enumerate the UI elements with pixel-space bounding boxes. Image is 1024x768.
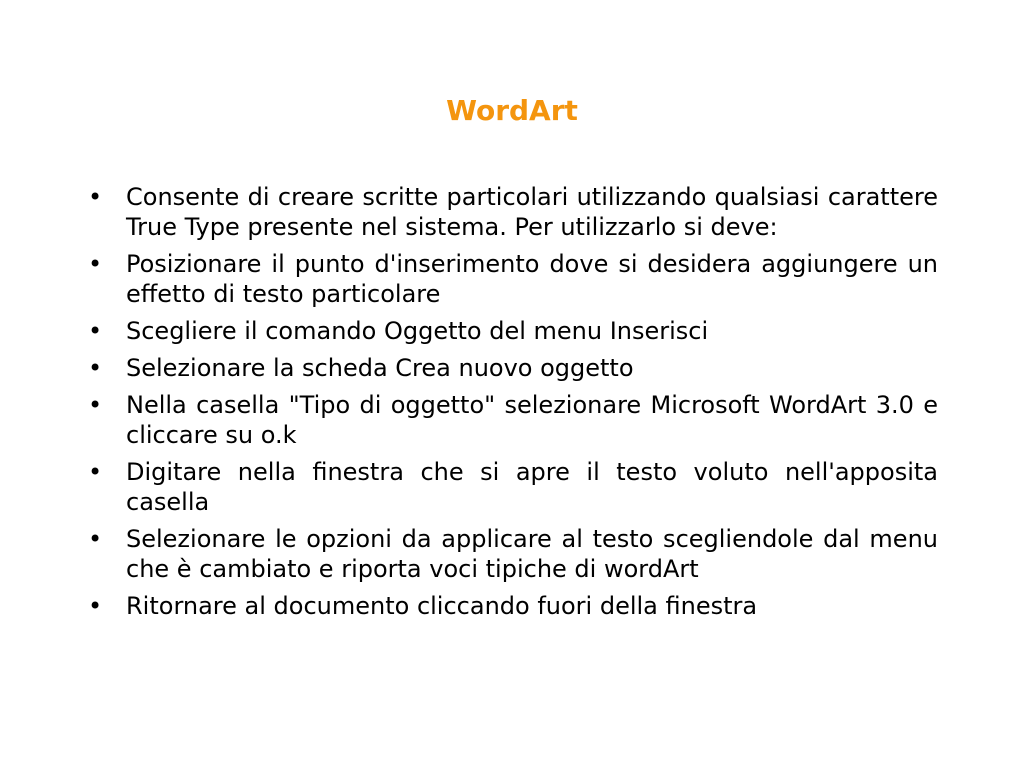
bullet-dot: • xyxy=(88,592,103,620)
bullet-item xyxy=(88,249,938,309)
bullet-item xyxy=(88,390,938,450)
bullet-text: Consente di creare scritte particolari utilizzando qualsiasi carattere True Type presente nel sistema. Per utilizzarlo si deve: xyxy=(126,183,938,241)
bullet-text: Nella casella "Tipo di oggetto" selezionare Microsoft WordArt 3.0 e cliccare su o.k xyxy=(126,391,938,449)
bullet-item xyxy=(88,316,938,346)
bullet-text: Selezionare le opzioni da applicare al testo scegliendole dal menu che è cambiato e riporta voci tipiche di wordArt xyxy=(126,525,938,583)
bullet-dot: • xyxy=(88,354,103,382)
bullet-item xyxy=(88,182,938,242)
slide-title: WordArt xyxy=(446,94,578,127)
bullet-dot: • xyxy=(88,525,103,553)
bullet-dot: • xyxy=(88,317,103,345)
bullet-dot: • xyxy=(88,250,103,278)
bullet-text: Selezionare la scheda Crea nuovo oggetto xyxy=(126,354,634,382)
bullet-text: Digitare nella finestra che si apre il testo voluto nell'apposita casella xyxy=(126,458,938,516)
bullet-item xyxy=(88,353,938,383)
bullet-text: Ritornare al documento cliccando fuori della finestra xyxy=(126,592,758,620)
bullet-dot: • xyxy=(88,391,103,419)
bullet-item xyxy=(88,591,938,621)
bullet-list xyxy=(88,182,938,628)
bullet-text: Posizionare il punto d'inserimento dove si desidera aggiungere un effetto di testo particolare xyxy=(126,250,938,308)
bullet-item xyxy=(88,524,938,584)
bullet-dot: • xyxy=(88,183,103,211)
bullet-dot: • xyxy=(88,458,103,486)
bullet-text: Scegliere il comando Oggetto del menu Inserisci xyxy=(126,317,709,345)
bullet-item xyxy=(88,457,938,517)
